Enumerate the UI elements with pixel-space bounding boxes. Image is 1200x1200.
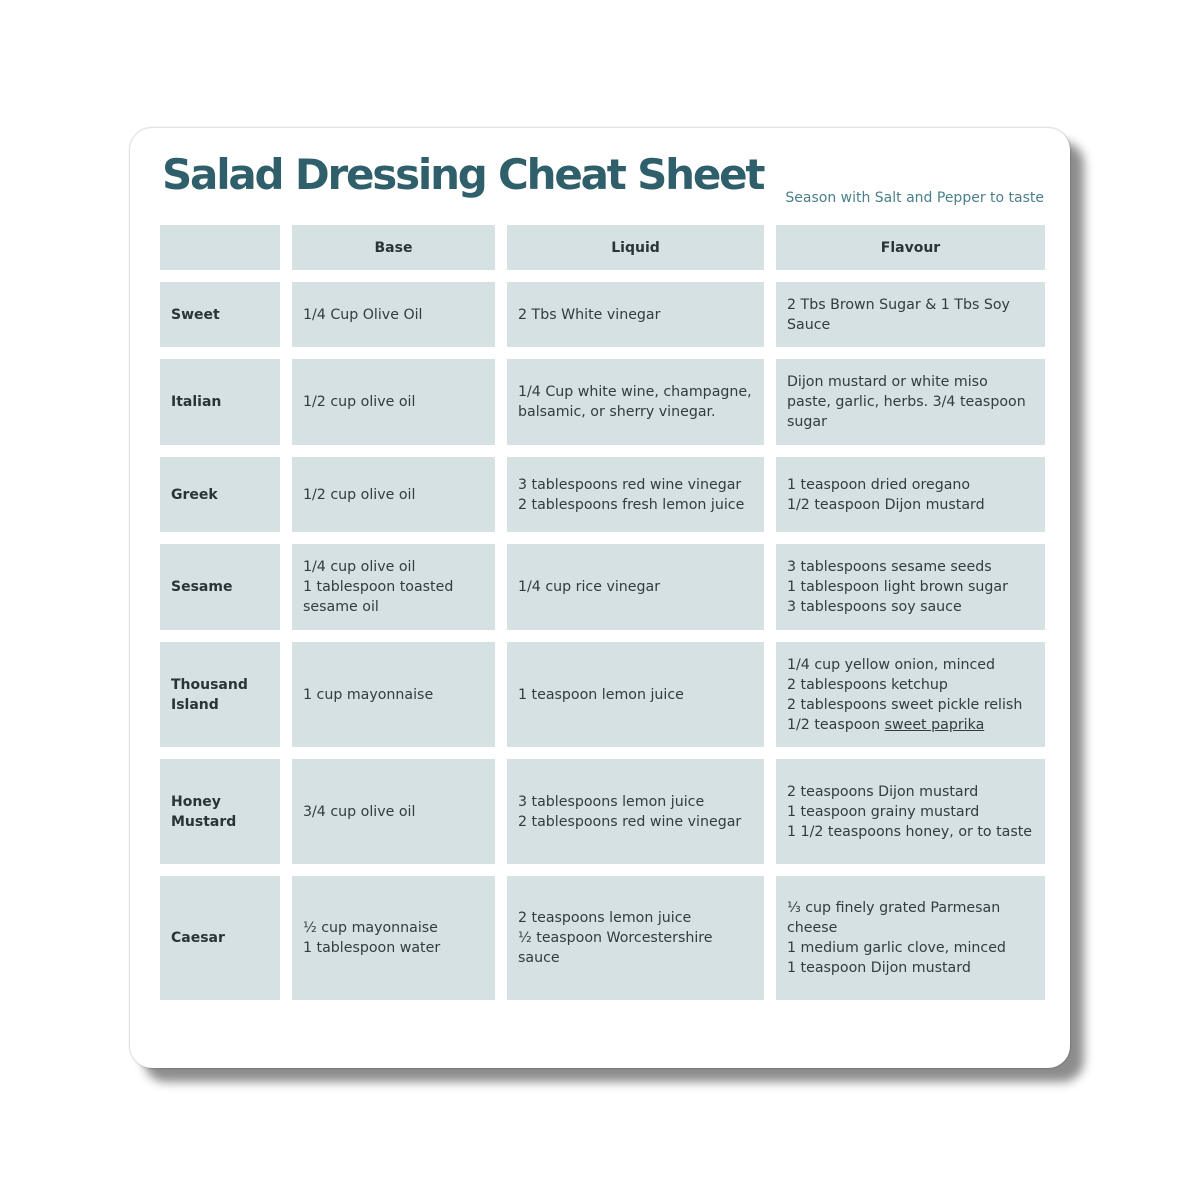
cell-sweet-base: 1/4 Cup Olive Oil: [292, 282, 495, 347]
cell-honey-mustard-base: 3/4 cup olive oil: [292, 759, 495, 864]
row-name-caesar: Caesar: [160, 876, 280, 1000]
cell-sesame-base: 1/4 cup olive oil 1 tablespoon toasted sesame oil: [292, 544, 495, 630]
header-cell-liquid: Liquid: [507, 225, 764, 270]
cell-greek-base: 1/2 cup olive oil: [292, 457, 495, 532]
cell-sesame-liquid: 1/4 cup rice vinegar: [507, 544, 764, 630]
row-name-honey-mustard: Honey Mustard: [160, 759, 280, 864]
header-cell-base: Base: [292, 225, 495, 270]
header-cell-blank: [160, 225, 280, 270]
cell-thousand-island-flavour-text: [787, 655, 1022, 735]
cell-thousand-island-flavour: [776, 642, 1045, 747]
page-title: Salad Dressing Cheat Sheet: [162, 150, 764, 199]
row-name-thousand-island: Thousand Island: [160, 642, 280, 747]
header-cell-flavour: Flavour: [776, 225, 1045, 270]
cell-sweet-liquid: 2 Tbs White vinegar: [507, 282, 764, 347]
dressing-table: [160, 225, 1045, 1000]
cell-greek-flavour: 1 teaspoon dried oregano 1/2 teaspoon Dijon mustard: [776, 457, 1045, 532]
row-name-sweet: Sweet: [160, 282, 280, 347]
sweet-paprika-link[interactable]: sweet paprika: [884, 716, 985, 733]
cell-sesame-flavour: 3 tablespoons sesame seeds 1 tablespoon light brown sugar 3 tablespoons soy sauce: [776, 544, 1045, 630]
cell-caesar-flavour: ⅓ cup finely grated Parmesan cheese 1 medium garlic clove, minced 1 teaspoon Dijon mustard: [776, 876, 1045, 1000]
row-name-italian: Italian: [160, 359, 280, 445]
cell-thousand-island-base: 1 cup mayonnaise: [292, 642, 495, 747]
row-name-greek: Greek: [160, 457, 280, 532]
cell-caesar-base: ½ cup mayonnaise 1 tablespoon water: [292, 876, 495, 1000]
cell-caesar-liquid: 2 teaspoons lemon juice ½ teaspoon Worcestershire sauce: [507, 876, 764, 1000]
cell-greek-liquid: 3 tablespoons red wine vinegar 2 tablespoons fresh lemon juice: [507, 457, 764, 532]
row-name-sesame: Sesame: [160, 544, 280, 630]
seasoning-note: Season with Salt and Pepper to taste: [785, 190, 1044, 206]
cell-italian-liquid: 1/4 Cup white wine, champagne, balsamic, or sherry vinegar.: [507, 359, 764, 445]
cell-honey-mustard-liquid: 3 tablespoons lemon juice 2 tablespoons red wine vinegar: [507, 759, 764, 864]
cell-thousand-island-liquid: 1 teaspoon lemon juice: [507, 642, 764, 747]
cell-sweet-flavour: 2 Tbs Brown Sugar & 1 Tbs Soy Sauce: [776, 282, 1045, 347]
cell-italian-flavour: Dijon mustard or white miso paste, garlic, herbs. 3/4 teaspoon sugar: [776, 359, 1045, 445]
cell-italian-base: 1/2 cup olive oil: [292, 359, 495, 445]
flavour-text: 1/4 cup yellow onion, minced 2 tablespoons ketchup 2 tablespoons sweet pickle relish 1/2 teaspoon: [787, 656, 1023, 733]
cheat-sheet-card: [130, 128, 1070, 1068]
cell-honey-mustard-flavour: 2 teaspoons Dijon mustard 1 teaspoon grainy mustard 1 1/2 teaspoons honey, or to taste: [776, 759, 1045, 864]
